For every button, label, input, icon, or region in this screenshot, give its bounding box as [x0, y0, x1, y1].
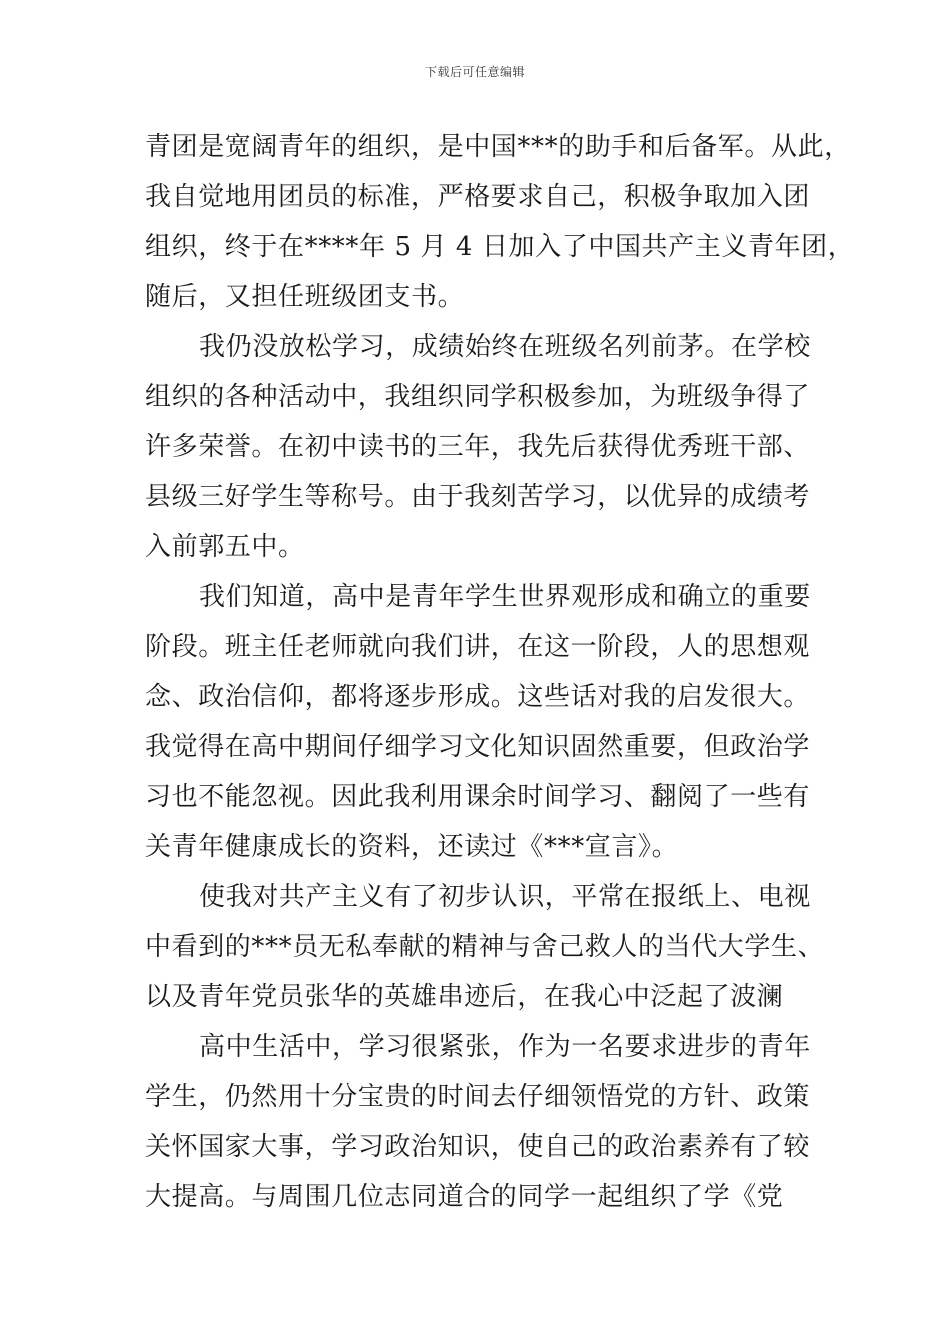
text-line: 我自觉地用团员的标准，严格要求自己，积极争取加入团: [145, 182, 811, 212]
text-line: 中看到的***员无私奉献的精神与舍己救人的当代大学生、: [145, 932, 825, 962]
text-line: 县级三好学生等称号。由于我刻苦学习，以优异的成绩考: [145, 482, 811, 512]
document-body: [145, 122, 855, 1222]
paragraph-first-line: 我仍没放松学习，成绩始终在班级名列前茅。在学校: [199, 332, 811, 362]
text-line: 大提高。与周围几位志同道合的同学一起组织了学《党: [145, 1182, 784, 1212]
paragraph-first-line: 使我对共产主义有了初步认识，平常在报纸上、电视: [199, 882, 811, 912]
text-line: 关怀国家大事，学习政治知识，使自己的政治素养有了较: [145, 1132, 811, 1162]
text-line: 以及青年党员张华的英雄串迹后，在我心中泛起了波澜: [145, 982, 784, 1012]
text-line: 入前郭五中。: [145, 532, 305, 562]
text-line: 习也不能忽视。因此我利用课余时间学习、翻阅了一些有: [145, 782, 811, 812]
text-line: 关青年健康成长的资料，还读过《***宣言》。: [145, 832, 679, 862]
text-line: 随后，又担任班级团支书。: [145, 282, 465, 312]
text-line: 许多荣誉。在初中读书的三年，我先后获得优秀班干部、: [145, 432, 811, 462]
text-line: 阶段。班主任老师就向我们讲，在这一阶段，人的思想观: [145, 632, 811, 662]
text-line: 组织的各种活动中，我组织同学积极参加，为班级争得了: [145, 382, 811, 412]
paragraph-first-line: 高中生活中，学习很紧张，作为一名要求进步的青年: [199, 1032, 811, 1062]
text-line: 我觉得在高中期间仔细学习文化知识固然重要，但政治学: [145, 732, 811, 762]
paragraph-first-line: 我们知道，高中是青年学生世界观形成和确立的重要: [199, 582, 811, 612]
text-line: 组织，终于在****年 5 月 4 日加入了中国共产主义青年团，: [145, 232, 855, 262]
page-header: 下载后可任意编辑: [424, 65, 525, 79]
text-line: 念、政治信仰，都将逐步形成。这些话对我的启发很大。: [145, 682, 811, 712]
text-line: 青团是宽阔青年的组织，是中国***的助手和后备军。从此，: [145, 132, 851, 162]
text-line: 学生，仍然用十分宝贵的时间去仔细领悟党的方针、政策: [145, 1082, 811, 1112]
